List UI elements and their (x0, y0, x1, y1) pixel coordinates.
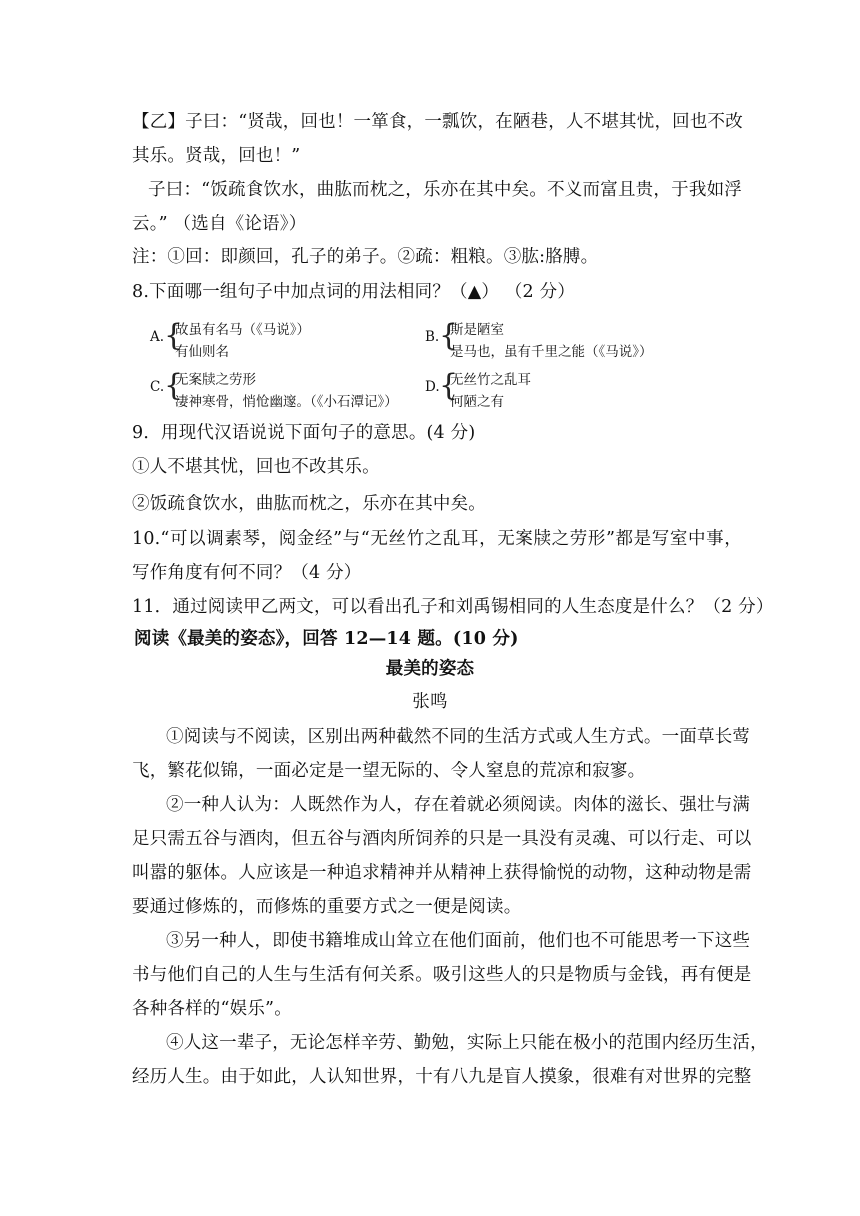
article-line: ③另一种人，即使书籍堆成山耸立在他们面前，他们也不可能思考一下这些 (166, 931, 751, 951)
option-sentence-2: 是马也，虽有千里之能（《马说》） (450, 344, 653, 360)
reading-instruction: 阅读《最美的姿态》，回答 12—14 题。(10 分) (134, 629, 519, 649)
article-line: 各种各样的“娱乐”。 (132, 999, 292, 1019)
article-line: 飞，繁花似锦，一面必定是一望无际的、令人窒息的荒凉和寂寥。 (132, 761, 646, 781)
yi-text-line-2: 其乐。贤哉，回也！” (132, 146, 301, 166)
option-sentence-1: 无案牍之劳形 (175, 372, 256, 388)
brace-icon: { (439, 318, 459, 353)
question-9-item-1: ①人不堪其忧，回也不改其乐。 (132, 457, 380, 477)
article-title: 最美的姿态 (385, 659, 475, 679)
yi-text-line-3: 子曰：“饭疏食饮水，曲肱而枕之，乐亦在其中矣。不义而富且贵，于我如浮 (148, 180, 742, 200)
option-letter: A. (150, 329, 165, 345)
question-9: 9．用现代汉语说说下面句子的意思。(4 分) (132, 423, 476, 443)
article-line: 叫嚣的躯体。人应该是一种追求精神并从精神上获得愉悦的动物，这种动物是需 (132, 863, 752, 883)
question-10-line-2: 写作角度有何不同？（4 分） (132, 563, 362, 583)
option-letter: B. (425, 329, 440, 345)
article-line: ②一种人认为：人既然作为人，存在着就必须阅读。肉体的滋长、强壮与满 (166, 795, 751, 815)
question-8: 8.下面哪一组句子中加点词的用法相同？（▲） （2 分） (132, 282, 576, 302)
yi-text-line-1: 【乙】子曰：“贤哉，回也！一箪食，一瓢饮，在陋巷，人不堪其忧，回也不改 (132, 112, 743, 132)
option-sentence-2: 何陋之有 (450, 394, 504, 410)
option-letter: D. (425, 379, 440, 395)
article-author: 张鸣 (412, 692, 448, 712)
option-sentence-2: 凄神寒骨，悄怆幽邃。（《小石潭记》） (175, 394, 398, 410)
question-10-line-1: 10.“可以调素琴，阅金经”与“无丝竹之乱耳，无案牍之劳形”都是写室中事， (132, 529, 742, 549)
option-letter: C. (150, 379, 165, 395)
brace-icon: { (439, 368, 459, 403)
option-sentence-1: 斯是陋室 (450, 322, 504, 338)
article-line: ④人这一辈子，无论怎样辛劳、勤勉，实际上只能在极小的范围内经历生活， (166, 1033, 768, 1053)
brace-icon: { (164, 318, 184, 353)
yi-text-line-4: 云。” （选自《论语》） (132, 214, 307, 234)
option-sentence-2: 有仙则名 (175, 344, 229, 360)
article-line: 经历人生。由于如此，人认知世界，十有八九是盲人摸象，很难有对世界的完整 (132, 1067, 752, 1087)
article-line: 要通过修炼的，而修炼的重要方式之一便是阅读。 (132, 897, 522, 917)
question-9-item-2: ②饭疏食饮水，曲肱而枕之，乐亦在其中矣。 (132, 494, 486, 514)
question-11: 11．通过阅读甲乙两文，可以看出孔子和刘禹锡相同的人生态度是什么？（2 分） (132, 597, 774, 617)
option-sentence-1: 故虽有名马（《马说》） (175, 322, 310, 338)
brace-icon: { (164, 368, 184, 403)
article-line: 书与他们自己的人生与生活有何关系。吸引这些人的只是物质与金钱，再有便是 (132, 965, 752, 985)
yi-text-note: 注：①回：即颜回，孔子的弟子。②疏：粗粮。③肱:胳膊。 (132, 247, 599, 267)
article-line: 足只需五谷与酒肉，但五谷与酒肉所饲养的只是一具没有灵魂、可以行走、可以 (132, 829, 752, 849)
option-sentence-1: 无丝竹之乱耳 (450, 372, 531, 388)
question-8-options (150, 312, 710, 416)
article-line: ①阅读与不阅读，区别出两种截然不同的生活方式或人生方式。一面草长莺 (166, 727, 751, 747)
